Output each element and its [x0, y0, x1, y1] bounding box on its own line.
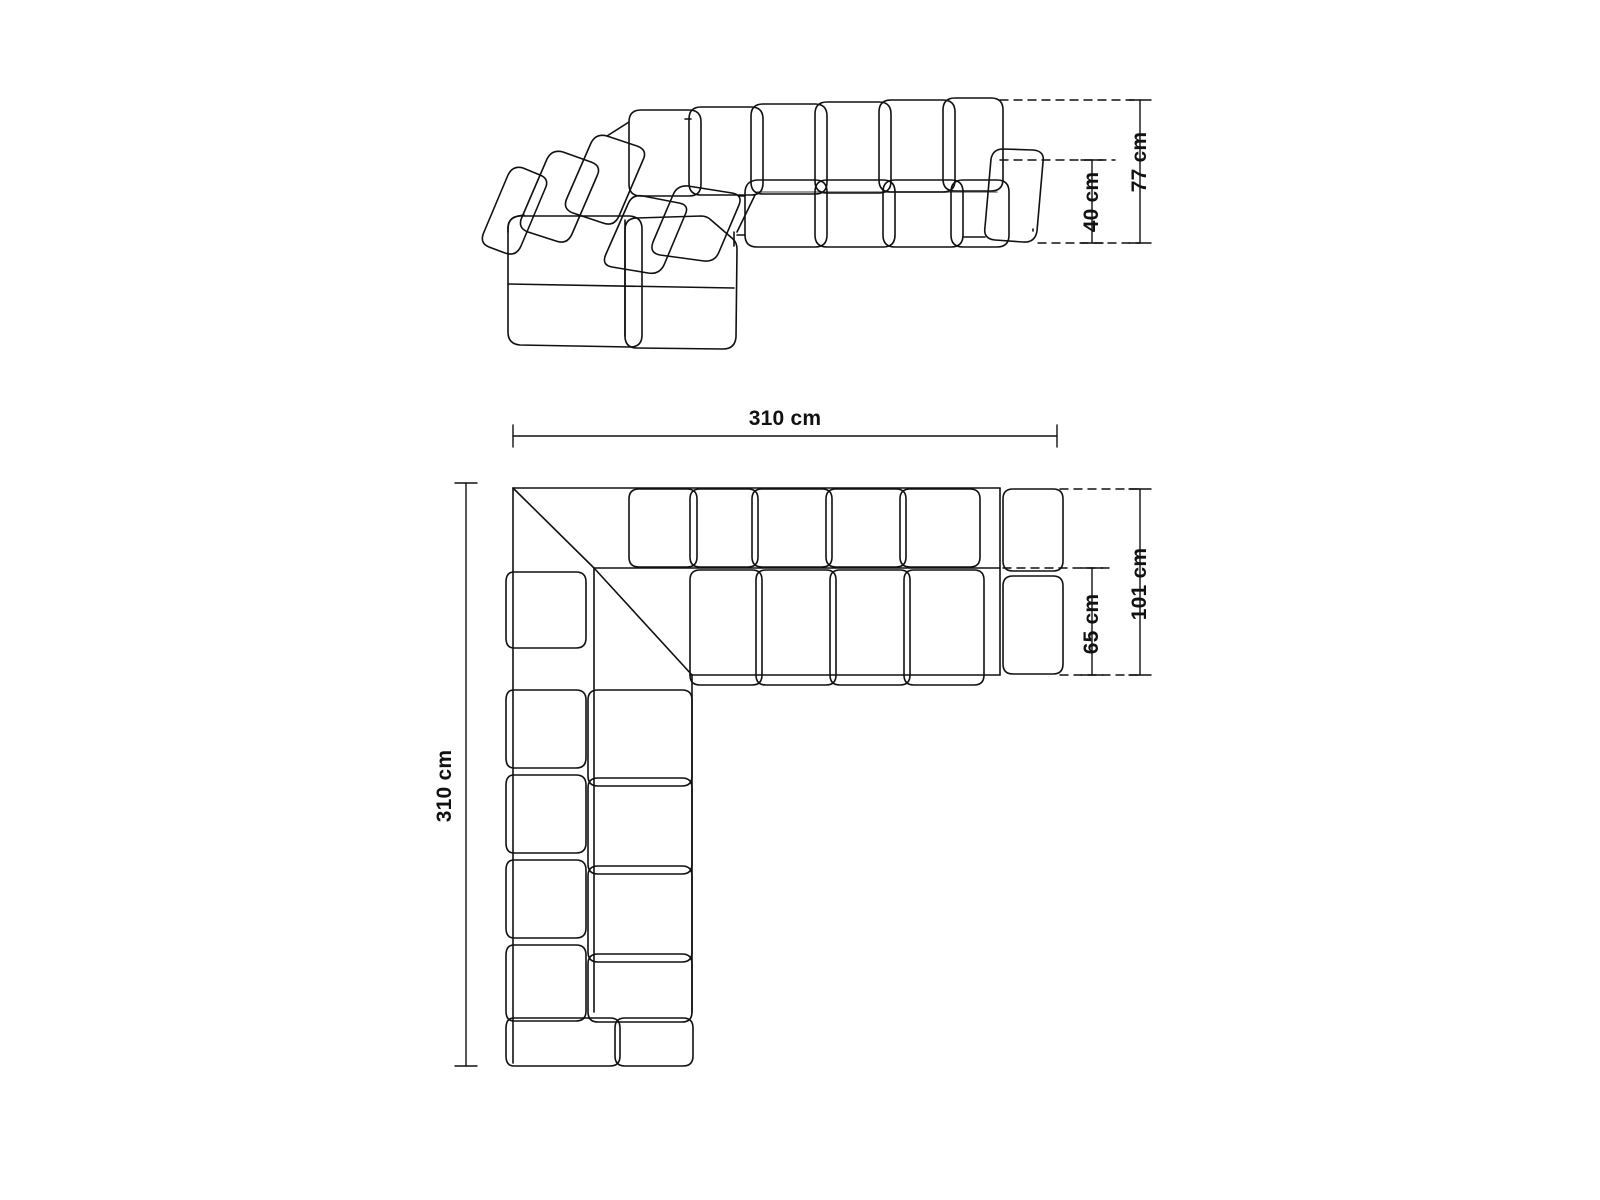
top-view-geometry [506, 488, 1063, 1066]
dim-label-height-total: 77 cm [1128, 131, 1151, 193]
dim-label-depth-module: 101 cm [1128, 547, 1151, 621]
dim-label-depth-total: 310 cm [433, 749, 456, 823]
dim-label-width-total: 310 cm [748, 407, 822, 430]
top-view-dimensions [455, 425, 1151, 1066]
dim-label-height-seat: 40 cm [1080, 171, 1103, 233]
perspective-view-geometry [482, 98, 1043, 349]
dim-label-depth-seat: 65 cm [1080, 593, 1103, 655]
